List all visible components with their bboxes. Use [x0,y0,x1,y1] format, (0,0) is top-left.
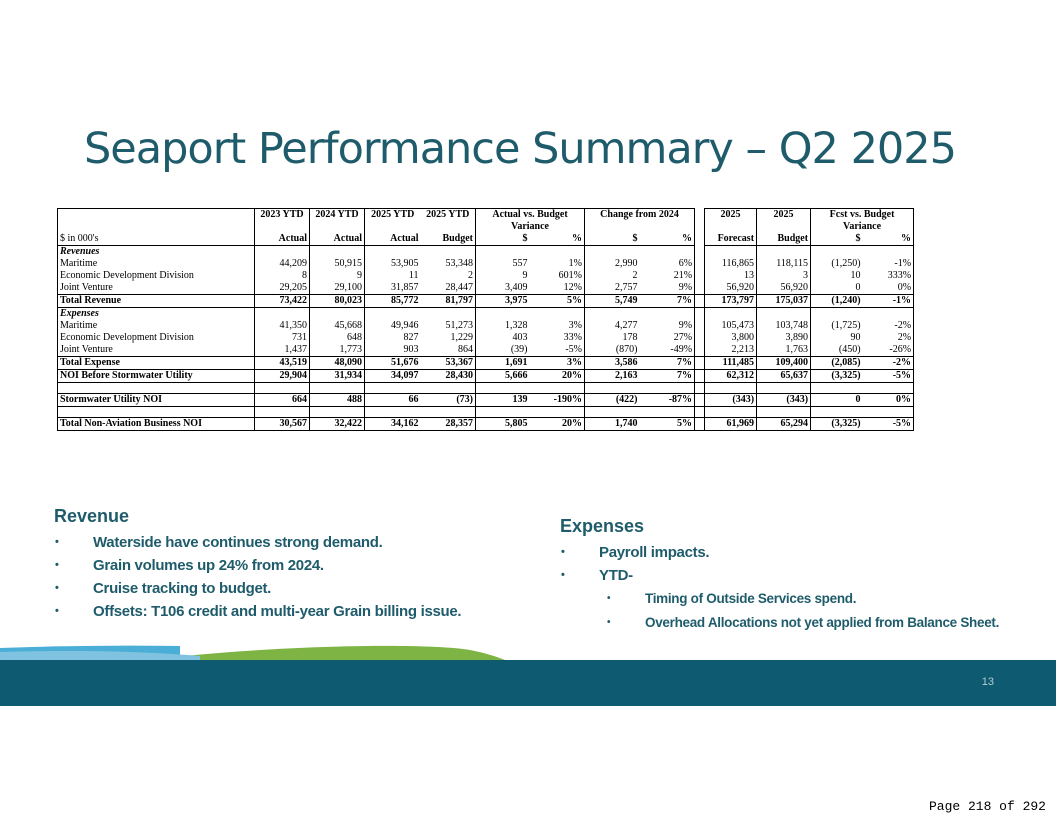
header-cell: 2023 YTD [255,209,310,222]
table-cell: 61,969 [705,418,757,431]
column-gap [695,418,705,431]
column-gap [695,282,705,295]
header-cell [421,221,476,233]
table-cell: 175,037 [757,295,811,308]
column-gap [695,320,705,332]
table-cell: 5% [530,295,585,308]
table-cell: 34,097 [365,370,421,383]
header-cell: Variance [476,221,585,233]
row-label: Maritime [58,320,255,332]
table-cell [310,407,365,418]
financial-summary-table-container [57,208,913,431]
table-cell: 29,100 [310,282,365,295]
table-cell [705,308,757,321]
table-cell [421,246,476,259]
table-cell [640,246,695,259]
column-gap [695,357,705,370]
page-number: Page 218 of 292 [928,799,1046,814]
table-cell: 6% [678,258,693,269]
table-cell: 2,213 [705,344,757,357]
revenue-bullet-text: Cruise tracking to budget. [93,580,272,597]
revenue-bullet-text: Offsets: T106 credit and multi-year Grain billing issue. [93,603,462,620]
table-cell [476,246,530,259]
table-cell: 73,422 [255,295,310,308]
table-cell: 333% [863,270,914,282]
header-cell: 2025 YTD [365,209,421,222]
section-label: Revenues [58,246,255,259]
table-cell: 7% [640,295,695,308]
column-gap [695,233,705,246]
table-cell: 7% [640,370,695,383]
table-cell [255,383,310,394]
table-cell [421,407,476,418]
expenses-heading: Expenses [560,516,645,536]
header-cell: 2025 [705,209,757,222]
revenue-bullet [55,600,462,623]
table-cell: 56,920 [705,282,757,295]
expenses-sub-bullet-text: Timing of Outside Services spend. [645,591,857,606]
table-cell: 1,437 [255,344,310,357]
table-cell [811,407,863,418]
table-cell: -49% [670,344,693,355]
header-cell: $ [585,233,640,246]
table-cell: (1,240) [811,295,863,308]
header-row-1 [58,209,914,222]
table-cell: 11 [365,270,421,282]
table-cell: 62,312 [705,370,757,383]
table-cell: -1% [863,258,914,270]
spacer-row [58,407,914,418]
expenses-sub-bullet [607,587,999,611]
table-cell: 139 [476,394,530,407]
table-cell: 48,090 [310,357,365,370]
table-cell [476,308,530,321]
table-cell [811,246,863,259]
header-cell [705,221,757,233]
table-cell: 28,357 [421,418,476,431]
column-gap [695,370,705,383]
table-cell: 10 [811,270,863,282]
table-cell [640,308,695,321]
table-cell: 1,773 [310,344,365,357]
table-cell [757,246,811,259]
table-cell: 31,934 [310,370,365,383]
table-cell: 41,350 [255,320,310,332]
revenue-bullet [55,577,461,600]
header-cell: Change from 2024 [585,209,695,222]
table-cell: 403 [476,332,530,344]
table-cell: -26% [863,344,914,357]
table-cell [310,308,365,321]
table-cell [863,308,914,321]
table-cell: 28,430 [421,370,476,383]
table-cell: 56,920 [757,282,811,295]
header-cell [585,221,695,233]
table-cell: 3% [530,357,585,370]
table-cell: 29,205 [255,282,310,295]
header-cell: % [530,233,585,246]
table-cell: 4,277 [585,320,640,332]
footer-band [0,660,1056,706]
table-cell: 31,857 [365,282,421,295]
column-gap [695,394,705,407]
table-cell: 32,422 [310,418,365,431]
table-cell: 29,904 [255,370,310,383]
bullet-icon: • [55,582,59,594]
table-cell: 8 [255,270,310,282]
bullet-icon: • [607,617,611,628]
table-cell: 601% [558,270,583,281]
table-cell [365,407,421,418]
table-cell: 9% [678,320,693,331]
table-cell: 12% [563,282,583,293]
table-cell [585,383,640,394]
header-row-2 [58,221,914,233]
table-cell: 3,890 [757,332,811,344]
header-cell [310,221,365,233]
table-cell: 53,348 [445,258,473,269]
expenses-bullet-text: YTD- [599,567,633,584]
header-cell: $ in 000's [58,233,255,246]
header-cell: Actual [255,233,310,246]
table-cell: -5% [863,418,914,431]
header-cell: 2024 YTD [310,209,365,222]
bullet-icon: • [607,593,611,604]
table-cell: 5% [640,418,695,431]
spacer-row [58,383,914,394]
table-cell [365,383,421,394]
table-row [58,332,914,344]
table-cell: 827 [365,332,421,344]
table-cell: 1,229 [450,332,473,343]
column-gap [695,407,705,418]
bullet-icon: • [55,605,59,617]
header-cell [255,221,310,233]
expenses-sub-bullet [607,611,1000,635]
table-cell [310,246,365,259]
table-row [58,394,914,407]
row-label: Stormwater Utility NOI [58,394,255,407]
header-cell: % [863,233,914,246]
expenses-bullet-text: Payroll impacts. [599,544,710,561]
table-cell: 51,273 [445,320,473,331]
table-cell: 1% [568,258,583,269]
table-row [58,370,914,383]
table-cell [530,407,585,418]
table-cell: -2% [863,357,914,370]
section-header-row [58,246,914,259]
revenue-heading: Revenue [54,506,130,526]
column-gap [695,332,705,344]
column-gap [695,295,705,308]
column-gap [695,221,705,233]
table-cell: 0% [863,282,914,295]
header-cell [58,221,255,233]
table-cell [705,407,757,418]
table-cell [811,383,863,394]
table-cell: 81,797 [421,295,476,308]
table-cell [811,308,863,321]
table-cell: 1,740 [585,418,640,431]
table-cell: 66 [365,394,421,407]
header-cell [365,221,421,233]
table-cell [530,246,585,259]
table-cell: 178 [585,332,640,344]
table-cell: 173,797 [705,295,757,308]
table-cell: 2,757 [585,282,640,295]
table-cell: 2 [468,270,473,281]
table-cell: 50,915 [310,258,365,270]
table-cell [640,383,695,394]
table-row [58,320,914,332]
table-cell [585,308,640,321]
table-cell [863,383,914,394]
bullet-icon: • [561,546,565,558]
table-cell: 49,946 [365,320,421,332]
header-cell: 2025 YTD [421,209,476,222]
column-gap [695,246,705,259]
table-cell: 85,772 [365,295,421,308]
table-row [58,418,914,431]
table-cell: 116,865 [705,258,757,270]
revenue-bullet-text: Waterside have continues strong demand. [93,534,383,551]
table-cell [476,407,530,418]
row-label: Joint Venture [58,344,255,357]
table-cell: 3,586 [585,357,640,370]
table-cell [585,246,640,259]
section-label: Expenses [58,308,255,321]
table-cell: 9% [678,282,693,293]
table-cell: 9 [476,270,530,282]
table-cell: (1,725) [811,320,863,332]
table-cell: 0 [811,394,863,407]
header-cell [757,221,811,233]
table-cell [255,308,310,321]
row-label: Total Expense [58,357,255,370]
table-cell [58,407,255,418]
row-label: Joint Venture [58,282,255,295]
table-cell: 53,905 [365,258,421,270]
revenue-bullet-text: Grain volumes up 24% from 2024. [93,557,324,574]
table-cell: 28,447 [445,282,473,293]
table-cell [255,246,310,259]
table-cell: 2% [863,332,914,344]
table-row [58,282,914,295]
table-row [58,270,914,282]
row-label: Total Revenue [58,295,255,308]
table-cell: 21% [673,270,693,281]
header-cell: Actual [365,233,421,246]
table-cell: 1,691 [476,357,530,370]
decorative-wave [0,640,1056,662]
bullet-icon: • [55,536,59,548]
table-cell [310,383,365,394]
slide-title: Seaport Performance Summary – Q2 2025 [84,124,957,174]
header-cell: $ [476,233,530,246]
table-cell: 45,668 [310,320,365,332]
table-cell [705,383,757,394]
table-row [58,295,914,308]
table-cell: 1,763 [757,344,811,357]
table-cell [705,246,757,259]
table-cell: 9 [310,270,365,282]
slide-number: 13 [981,676,994,688]
table-cell: 7% [640,357,695,370]
column-gap [695,383,705,394]
header-cell: Budget [757,233,811,246]
table-cell: -87% [640,394,695,407]
table-cell: (39) [476,344,530,357]
table-cell [530,383,585,394]
table-cell: 13 [705,270,757,282]
table-cell: 488 [310,394,365,407]
table-cell: 103,748 [757,320,811,332]
row-label: Economic Development Division [58,270,255,282]
column-gap [695,344,705,357]
table-cell: 118,115 [757,258,811,270]
expenses-sub-bullet-text: Overhead Allocations not yet applied from Balance Sheet. [645,615,1000,630]
table-cell: 3% [568,320,583,331]
table-cell: 20% [530,418,585,431]
table-cell: 1,328 [476,320,530,332]
table-cell [863,246,914,259]
table-cell: 90 [811,332,863,344]
header-cell: % [640,233,695,246]
table-cell [476,383,530,394]
table-cell [421,383,476,394]
table-cell: 5,666 [476,370,530,383]
table-cell: -5% [565,344,583,355]
table-cell: 43,519 [255,357,310,370]
header-cell [58,209,255,222]
table-cell [863,407,914,418]
table-cell [58,383,255,394]
table-cell [757,383,811,394]
table-cell: (450) [811,344,863,357]
header-cell: Forecast [705,233,757,246]
table-cell [585,407,640,418]
table-cell: 30,567 [255,418,310,431]
table-cell: (3,325) [811,370,863,383]
table-cell [530,308,585,321]
table-cell: -5% [863,370,914,383]
table-cell: 5,805 [476,418,530,431]
table-cell [365,246,421,259]
table-cell: 648 [310,332,365,344]
section-header-row [58,308,914,321]
bullet-icon: • [561,569,565,581]
table-cell: -190% [530,394,585,407]
revenue-notes [54,506,461,623]
header-cell: Variance [811,221,914,233]
header-cell: $ [811,233,863,246]
expenses-bullet [561,564,999,587]
table-cell: 80,023 [310,295,365,308]
table-cell: 20% [530,370,585,383]
table-cell: (343) [705,394,757,407]
column-gap [695,270,705,282]
table-cell: 2,990 [585,258,640,270]
row-label: Maritime [58,258,255,270]
financial-summary-table [57,208,914,431]
table-cell: 27% [673,332,693,343]
table-cell [255,407,310,418]
header-cell: Fcst vs. Budget [811,209,914,222]
table-row [58,357,914,370]
table-cell: 2 [585,270,640,282]
table-cell: (870) [585,344,640,357]
table-cell: 44,209 [255,258,310,270]
expenses-notes [560,516,999,635]
table-cell: 903 [365,344,421,357]
table-cell: 557 [476,258,530,270]
row-label: NOI Before Stormwater Utility [58,370,255,383]
table-cell: 864 [458,344,473,355]
table-cell: 2,163 [585,370,640,383]
column-gap [695,258,705,270]
table-cell: -1% [863,295,914,308]
table-cell: 65,637 [757,370,811,383]
table-cell: 34,162 [365,418,421,431]
table-cell: 3 [757,270,811,282]
table-row [58,344,914,357]
revenue-bullet [55,531,461,554]
table-cell: 3,975 [476,295,530,308]
table-cell: (422) [585,394,640,407]
table-cell: (3,325) [811,418,863,431]
table-cell: 51,676 [365,357,421,370]
header-cell: Actual [310,233,365,246]
column-gap [695,209,705,222]
expenses-bullet [561,541,999,564]
header-row-3 [58,233,914,246]
table-cell: 3,800 [705,332,757,344]
table-cell: (2,085) [811,357,863,370]
table-cell: (1,250) [811,258,863,270]
table-cell: 53,367 [421,357,476,370]
table-cell: 5,749 [585,295,640,308]
table-cell [757,308,811,321]
table-cell: 3,409 [476,282,530,295]
table-cell: (343) [757,394,811,407]
header-cell: 2025 [757,209,811,222]
table-row [58,258,914,270]
table-cell: 0% [863,394,914,407]
row-label: Total Non-Aviation Business NOI [58,418,255,431]
header-cell: Budget [421,233,476,246]
table-cell: 33% [563,332,583,343]
table-cell [365,308,421,321]
table-cell: 109,400 [757,357,811,370]
table-cell: 0 [811,282,863,295]
revenue-bullet [55,554,461,577]
table-cell: (73) [421,394,476,407]
column-gap [695,308,705,321]
table-cell [757,407,811,418]
table-cell [421,308,476,321]
table-cell: 664 [255,394,310,407]
table-cell: 65,294 [757,418,811,431]
header-cell: Actual vs. Budget [476,209,585,222]
table-cell [640,407,695,418]
table-cell: 111,485 [705,357,757,370]
row-label: Economic Development Division [58,332,255,344]
bullet-icon: • [55,559,59,571]
table-cell: 731 [255,332,310,344]
table-cell: 105,473 [705,320,757,332]
table-cell: -2% [863,320,914,332]
